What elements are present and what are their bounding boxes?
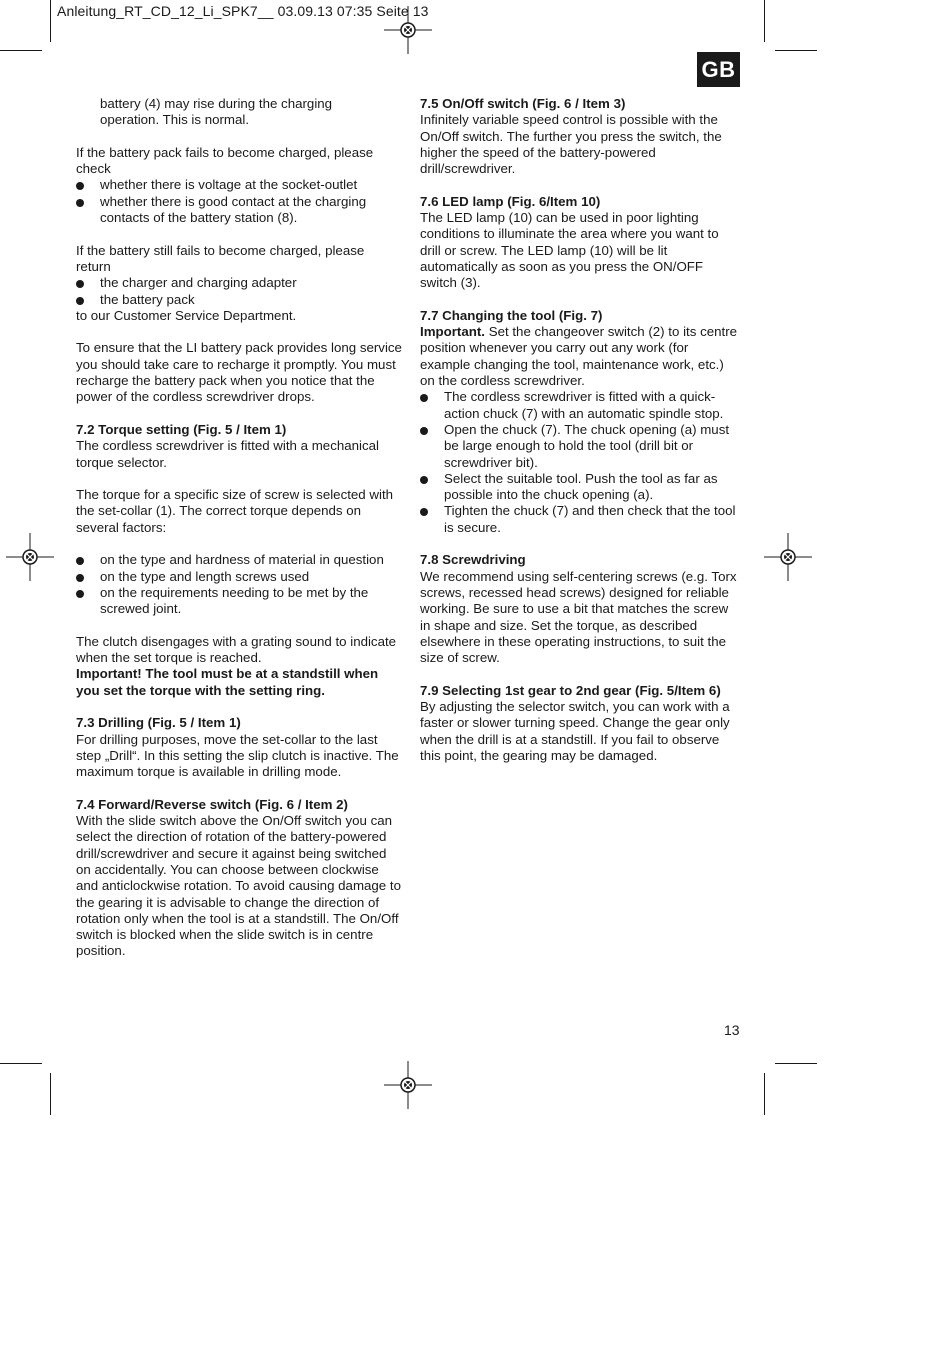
- page-number: 13: [724, 1022, 740, 1038]
- list-item: on the type and hardness of material in question: [76, 552, 402, 568]
- paragraph-recharge: To ensure that the LI battery pack provides long service you should take care to recharge it promptly. You must recharge the battery pack when you notice that the power of the cordless screwdriver drops.: [76, 340, 402, 405]
- list-item: Tighten the chuck (7) and then check that the tool is secure.: [420, 503, 742, 536]
- bullet-icon: [76, 569, 100, 585]
- important-label: Important.: [420, 324, 486, 340]
- right-column: [420, 96, 742, 764]
- paragraph-service: to our Customer Service Department.: [76, 307, 297, 323]
- section-heading-7-2: 7.2 Torque setting (Fig. 5 / Item 1): [76, 421, 287, 437]
- registration-mark-icon: [6, 533, 54, 581]
- print-header: Anleitung_RT_CD_12_Li_SPK7__ 03.09.13 07:35 Seite 13: [57, 3, 429, 19]
- list-item: Open the chuck (7). The chuck opening (a) must be large enough to hold the tool (drill bit or screwdriver bit).: [420, 422, 742, 471]
- paragraph-changing-tool: [420, 324, 742, 389]
- paragraph-still-fail: If the battery still fails to become charged, please return: [76, 242, 365, 274]
- section-heading-7-5: 7.5 On/Off switch (Fig. 6 / Item 3): [420, 96, 626, 111]
- important-note: Important! The tool must be at a standstill when you set the torque with the setting ring.: [76, 666, 379, 698]
- bullet-icon: [76, 194, 100, 227]
- section-heading-7-7: 7.7 Changing the tool (Fig. 7): [420, 307, 603, 323]
- crop-mark: [764, 0, 765, 42]
- paragraph-forward-reverse: With the slide switch above the On/Off switch you can select the direction of rotation of the battery-powered drill/screwdriver and secure it against being switched on accidentally. You can choose between clockwise and anticlockwise rotation. To avoid causing damage to the gearing it is advisable to change the direction of rotation only when the tool is at a standstill. The On/Off switch is blocked when the slide switch is in centre position.: [76, 813, 401, 959]
- bullet-icon: [420, 389, 444, 422]
- section-heading-7-6: 7.6 LED lamp (Fig. 6/Item 10): [420, 193, 601, 209]
- crop-mark: [50, 0, 51, 42]
- registration-mark-icon: [764, 533, 812, 581]
- section-heading-7-8: 7.8 Screwdriving: [420, 552, 526, 568]
- list-item: on the requirements needing to be met by the screwed joint.: [76, 585, 402, 618]
- section-heading-7-9: 7.9 Selecting 1st gear to 2nd gear (Fig. 5/Item 6): [420, 682, 721, 698]
- bullet-icon: [76, 292, 100, 308]
- list-item: on the type and length screws used: [76, 569, 402, 585]
- paragraph-clutch: The clutch disengages with a grating sound to indicate when the set torque is reached.: [76, 633, 397, 666]
- crop-mark: [0, 50, 42, 51]
- changing-tool-text: Set the changeover switch (2) to its centre position whenever you carry out any work (for example changing the tool, maintenance work, etc.) on the cordless screwdriver.: [420, 324, 738, 389]
- crop-mark: [50, 1073, 51, 1115]
- paragraph-battery-fail: If the battery pack fails to become charged, please check: [76, 144, 374, 177]
- bullet-icon: [420, 422, 444, 471]
- paragraph-screwdriving: We recommend using self-centering screws (e.g. Torx screws, recessed head screws) designed for reliable working. Be sure to use a bit that matches the screw in shape and size. Set the torque, as described elsewhere in these operating instructions, to suit the size of screw.: [420, 568, 737, 666]
- crop-mark: [775, 1063, 817, 1064]
- bullet-icon: [420, 503, 444, 536]
- crop-mark: [0, 1063, 42, 1064]
- list-item: the battery pack: [76, 292, 402, 308]
- left-column: [76, 96, 402, 960]
- section-heading-7-4: 7.4 Forward/Reverse switch (Fig. 6 / Item 2): [76, 796, 348, 812]
- paragraph-drilling: For drilling purposes, move the set-collar to the last step „Drill“. In this setting the slip clutch is inactive. The maximum torque is available in drilling mode.: [76, 731, 399, 780]
- bullet-icon: [76, 275, 100, 291]
- list-item: whether there is good contact at the charging contacts of the battery station (8).: [76, 194, 402, 227]
- paragraph-led-lamp: The LED lamp (10) can be used in poor lighting conditions to illuminate the area where you want to drill or screw. The LED lamp (10) will be lit automatically as soon as you press the ON/OFF switch (3).: [420, 210, 719, 291]
- continued-text-line: battery (4) may rise during the charging: [100, 96, 333, 111]
- bullet-icon: [76, 552, 100, 568]
- bullet-icon: [420, 471, 444, 504]
- paragraph-on-off-switch: Infinitely variable speed control is possible with the On/Off switch. The further you press the switch, the higher the speed of the battery-powered drill/screwdriver.: [420, 112, 722, 177]
- crop-mark: [775, 50, 817, 51]
- section-heading-7-3: 7.3 Drilling (Fig. 5 / Item 1): [76, 715, 241, 731]
- continued-text-line: operation. This is normal.: [100, 112, 250, 128]
- list-item: whether there is voltage at the socket-outlet: [76, 177, 402, 193]
- crop-mark: [764, 1073, 765, 1115]
- paragraph-gear-selection: By adjusting the selector switch, you can work with a faster or slower turning speed. Change the gear only when the drill is at a standstill. If you fail to observe this point, the gearing may be damaged.: [420, 698, 730, 763]
- paragraph-torque-selector: The cordless screwdriver is fitted with a mechanical torque selector.: [76, 438, 379, 470]
- paragraph-torque-factors: The torque for a specific size of screw is selected with the set-collar (1). The correct torque depends on several factors:: [76, 487, 394, 535]
- bullet-icon: [76, 177, 100, 193]
- language-badge: GB: [697, 52, 740, 87]
- list-item: The cordless screwdriver is fitted with a quick-action chuck (7) with an automatic spindle stop.: [420, 389, 742, 422]
- bullet-icon: [76, 585, 100, 618]
- registration-mark-icon: [384, 1061, 432, 1109]
- registration-mark-icon: [384, 6, 432, 54]
- list-item: Select the suitable tool. Push the tool as far as possible into the chuck opening (a).: [420, 471, 742, 504]
- list-item: the charger and charging adapter: [76, 275, 402, 291]
